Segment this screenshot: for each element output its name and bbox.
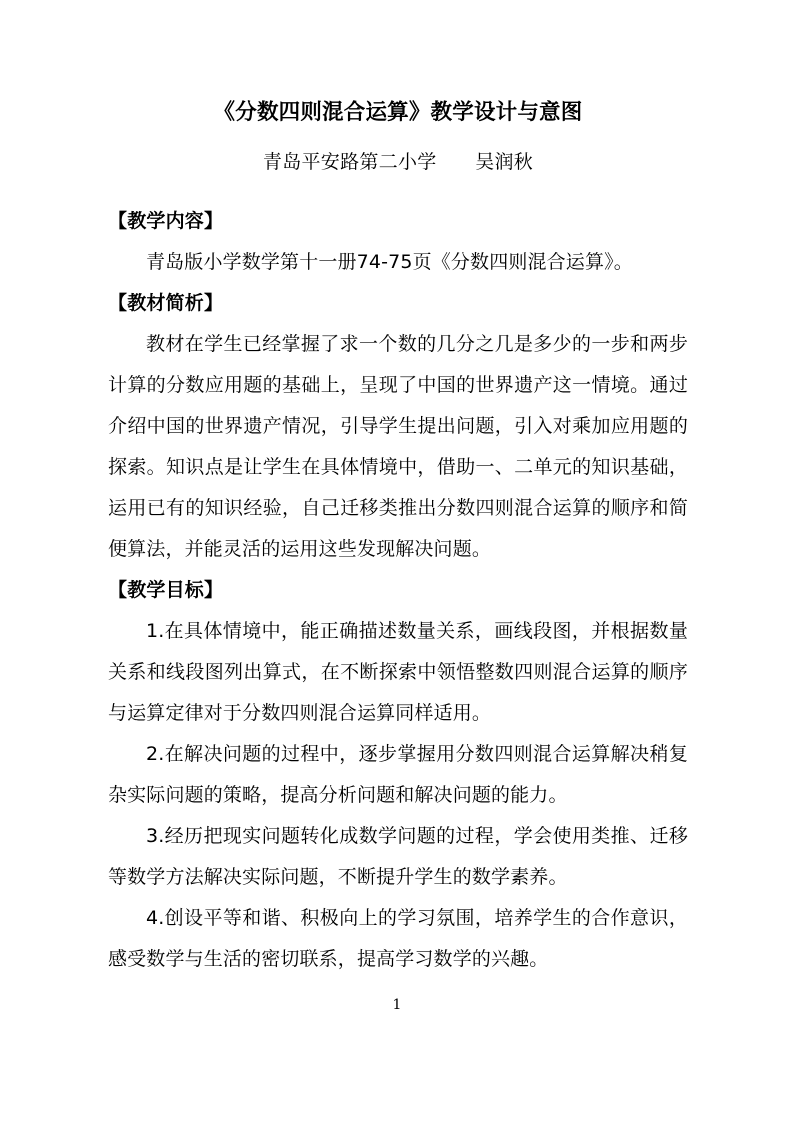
document-body (108, 0, 688, 980)
paragraph-teaching-content-1: 青岛版小学数学第十一册74-75页《分数四则混合运算》。 (146, 251, 633, 273)
section-heading-teaching-content: 【教学内容】 (108, 210, 224, 232)
document-subtitle-author: 青岛平安路第二小学 吴润秋 (262, 151, 534, 173)
page-number: 1 (392, 997, 402, 1013)
paragraph-objective-2: 2.在解决问题的过程中，逐步掌握用分数四则混合运算解决稍复杂实际问题的策略，提高分析问题和解决问题的能力。 (108, 743, 688, 806)
document-title: 《分数四则混合运算》教学设计与意图 (213, 100, 583, 125)
paragraph-objective-4: 4.创设平等和谐、积极向上的学习氛围，培养学生的合作意识，感受数学与生活的密切联系，提高学习数学的兴趣。 (108, 907, 688, 970)
section-heading-material-analysis: 【教材简析】 (108, 292, 224, 314)
paragraph-objective-3: 3.经历把现实问题转化成数学问题的过程，学会使用类推、迁移等数学方法解决实际问题，不断提升学生的数学素养。 (108, 825, 688, 888)
paragraph-material-analysis-1: 教材在学生已经掌握了求一个数的几分之几是多少的一步和两步计算的分数应用题的基础上，呈现了中国的世界遗产这一情境。通过介绍中国的世界遗产情况，引导学生提出问题，引入对乘加应用题的探索。知识点是让学生在具体情境中，借助一、二单元的知识基础，运用已有的知识经验，自己迁移类推出分数四则混合运算的顺序和简便算法，并能灵活的运用这些发现解决问题。 (108, 333, 688, 560)
section-heading-teaching-objectives: 【教学目标】 (108, 579, 224, 601)
paragraph-objective-1: 1.在具体情境中，能正确描述数量关系，画线段图，并根据数量关系和线段图列出算式，在不断探索中领悟整数四则混合运算的顺序与运算定律对于分数四则混合运算同样适用。 (108, 620, 688, 724)
